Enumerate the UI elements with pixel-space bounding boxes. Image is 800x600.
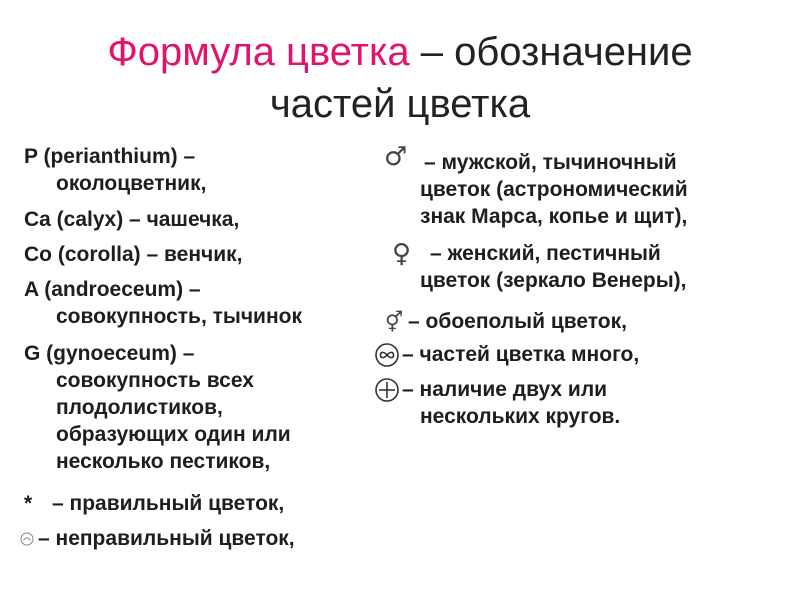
- slide-title: [0, 26, 800, 130]
- perianth-desc: околоцветник,: [56, 172, 207, 195]
- corolla-line: Co (corolla) – венчик,: [24, 243, 243, 266]
- gynoeceum-desc-3: образующих один или: [56, 423, 291, 446]
- bisexual-line: – обоеполый цветок,: [408, 310, 627, 333]
- calyx-line: Ca (calyx) – чашечка,: [24, 208, 240, 231]
- many-parts-line: – частей цветка много,: [402, 343, 640, 366]
- infinity-icon: [374, 342, 400, 368]
- circles-line-2: нескольких кругов.: [420, 405, 621, 428]
- gynoeceum-desc-4: несколько пестиков,: [56, 450, 271, 473]
- female-symbol: ♀: [392, 239, 412, 269]
- androeceum-term: A (androeceum) –: [24, 278, 201, 301]
- perianth-term: P (perianthium) –: [24, 145, 196, 168]
- cross-circle-icon: [374, 377, 400, 403]
- male-line-3: знак Марса, копье и щит),: [420, 205, 688, 228]
- gynoeceum-term: G (gynoeceum) –: [24, 342, 195, 365]
- gynoeceum-desc-2: плодолистиков,: [56, 396, 223, 419]
- title-rest: – обозначение: [409, 30, 693, 74]
- title-line2: частей цветка: [269, 82, 531, 126]
- male-line-2: цветок (астрономический: [420, 178, 688, 201]
- female-line-2: цветок (зеркало Венеры),: [420, 269, 687, 292]
- male-line-1: – мужской, тычиночный: [424, 151, 677, 174]
- bisexual-symbol: ⚥: [385, 310, 404, 334]
- androeceum-desc: совокупность, тычинок: [56, 305, 302, 328]
- regular-symbol: *: [24, 492, 33, 515]
- female-line-1: – женский, пестичный: [430, 242, 661, 265]
- title-highlight: Формула цветка: [107, 30, 410, 74]
- regular-flower-line: – правильный цветок,: [52, 492, 285, 515]
- male-symbol: ♂: [384, 142, 408, 172]
- gynoeceum-desc-1: совокупность всех: [56, 369, 254, 392]
- irregular-flower-line: – неправильный цветок,: [38, 527, 295, 550]
- circles-line-1: – наличие двух или: [402, 378, 608, 401]
- irregular-flower-icon: [20, 532, 34, 546]
